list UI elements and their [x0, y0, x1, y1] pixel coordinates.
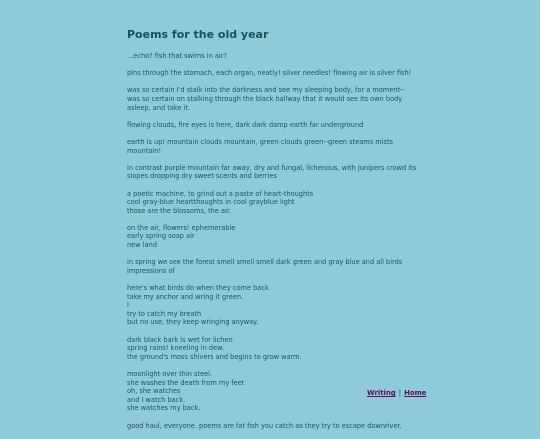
stanza	[127, 190, 417, 216]
poem-line: take my anchor and wring it green.	[127, 292, 244, 301]
poem-line: in contrast purple mountain far away, dry and fungal, lichenous, with junipers crowd its slopes dropping dry sweet scents and berries	[127, 163, 417, 181]
poem-line: but no use, they keep wringing anyway.	[127, 318, 259, 327]
poem-line: here's what birds do when they come back	[127, 284, 269, 293]
poem-line: spring rains! kneeling in dew.	[127, 344, 225, 353]
nav-separator: |	[398, 389, 402, 397]
poem-line: moonlight over thin steel.	[127, 369, 213, 378]
poem-line: cool gray-blue heartthoughts in cool grayblue light	[127, 198, 295, 207]
poem-line: she watches my back.	[127, 404, 201, 413]
poem-line: was so certain I'd stalk into the darkness and see my sleeping body, for a moment--	[127, 86, 405, 95]
footer-nav	[367, 389, 426, 398]
stanza	[127, 69, 417, 78]
stanza	[127, 422, 417, 431]
poem-line: those are the blossoms, the air.	[127, 206, 232, 215]
stanza	[127, 336, 417, 362]
home-link[interactable]: Home	[404, 389, 427, 397]
stanza	[127, 224, 417, 250]
poem-line: flowing clouds, fire eyes is here, dark dark damp earth far underground	[127, 120, 364, 129]
poem-line: was so certain on stalking through the black hallway that it would see its own body asleep, and take it.	[127, 94, 403, 112]
poem-line: good haul, everyone. poems are fat fish you catch as they try to escape downriver.	[127, 421, 402, 430]
stanza	[127, 138, 417, 155]
poem-line: in spring we see the forest smell smell smell dark green and gray blue and all birds impressions of	[127, 258, 403, 275]
poem-line: try to catch my breath	[127, 309, 202, 318]
poem-line: on the air, flowers! ephemerable	[127, 223, 236, 232]
stanza	[127, 284, 417, 327]
poem-line: earth is up! mountain clouds mountain, green clouds green--green steams mists mountain!	[127, 137, 393, 155]
stanza	[127, 52, 417, 61]
stanza	[127, 121, 417, 130]
stanza	[127, 258, 417, 275]
poem-line: and I watch back.	[127, 395, 186, 404]
poem-line: new land	[127, 241, 157, 250]
poem-line: oh, she watches	[127, 387, 181, 396]
poem-column	[127, 28, 417, 439]
poem-line: early spring soap air	[127, 232, 195, 241]
writing-link[interactable]: Writing	[367, 389, 396, 397]
stanza	[127, 86, 417, 112]
page-title: Poems for the old year	[127, 28, 269, 41]
stanza	[127, 164, 417, 181]
poem-line: ...echo? fish that swims in air?	[127, 52, 227, 60]
poem-line: I	[127, 301, 129, 310]
poem-line: a poetic machine, to grind out a paste of heart-thoughts	[127, 189, 314, 198]
poem-line: she washes the death from my feet	[127, 378, 245, 387]
poem-line: the ground's moss shivers and begins to grow warm.	[127, 352, 302, 361]
poem-line: pins through the stomach, each organ, neatly! silver needles! flowing air is silver fish!	[127, 69, 412, 78]
poem-line: dark black bark is wet for lichen	[127, 335, 233, 344]
